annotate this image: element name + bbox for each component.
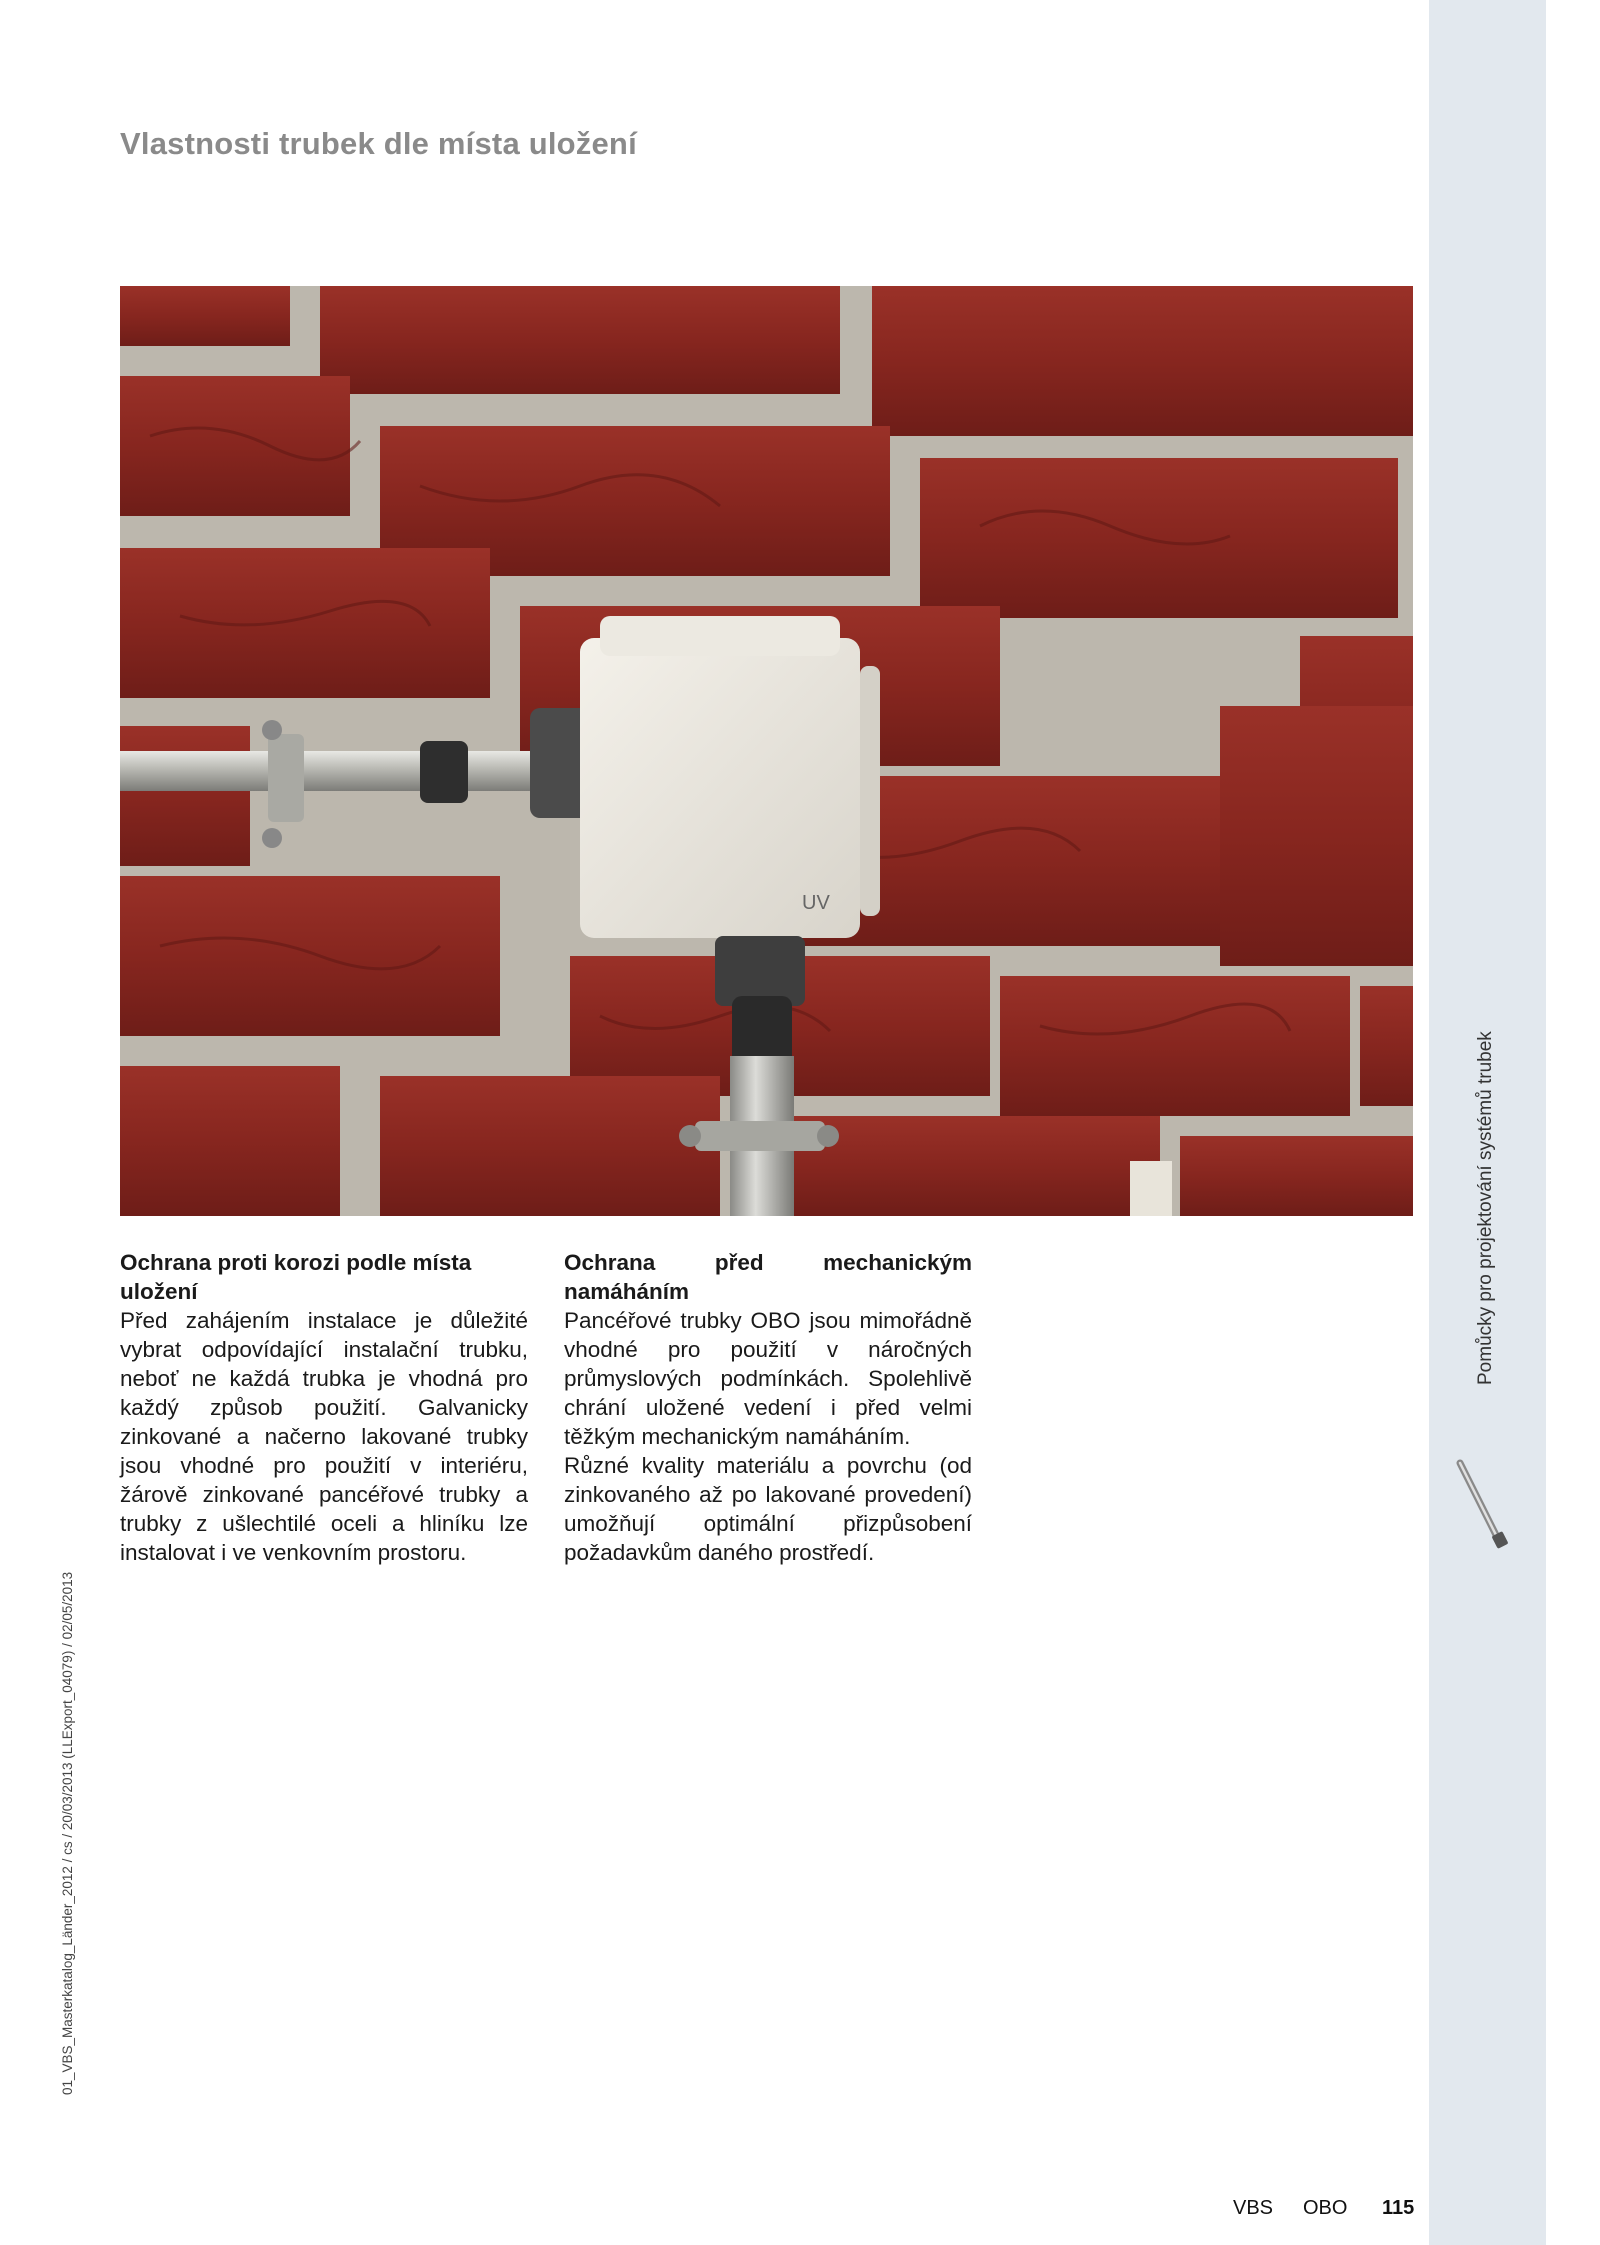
mechanical-text-2: Různé kvality materiálu a povrchu (od zinkovaného až po lakované provedení) umožňují optimální přizpůsobení požadavkům daného prostředí.	[564, 1453, 972, 1565]
page-number: 115	[1382, 2197, 1415, 2219]
footer-brand-vbs: VBS	[1233, 2197, 1274, 2219]
corrosion-text: Před zahájením instalace je důležité vybrat odpovídající instalační trubku, neboť ne každá trubka je vhodná pro každý způsob použití. Galvanicky zinkované a načerno lakované trubky jsou vhodné pro použití v interiéru, žárově zinkované pancéřové trubky a trubky z ušlechtilé oceli a hliníku lze instalovat i ve venkovním prostoru.	[120, 1308, 528, 1565]
column-corrosion	[120, 1248, 528, 1567]
page-title: Vlastnosti trubek dle místa uložení	[120, 126, 637, 161]
mechanical-heading: Ochrana před mechanickým namáháním	[564, 1250, 972, 1304]
print-info: 01_VBS_Masterkatalog_Länder_2012 / cs / 20/03/2013 (LLExport_04079) / 02/05/2013	[60, 1571, 75, 2095]
footer-brand-obo: OBO	[1303, 2197, 1348, 2219]
corrosion-heading: Ochrana proti korozi podle místa uložení	[120, 1250, 472, 1304]
mechanical-text-1: Pancéřové trubky OBO jsou mimořádně vhodné pro použití v náročných průmyslových podmínkách. Spolehlivě chrání uložené vedení i před velmi těžkým mechanickým namáháním.	[564, 1308, 972, 1449]
pipe-icon	[1452, 1455, 1512, 1555]
product-photo	[120, 286, 1413, 1216]
box-label: UV	[802, 892, 830, 914]
brick-wall-photo	[120, 286, 1413, 1216]
column-mechanical	[564, 1248, 972, 1567]
sidebar-section-label: Pomůcky pro projektování systémů trubek	[1475, 1031, 1496, 1385]
